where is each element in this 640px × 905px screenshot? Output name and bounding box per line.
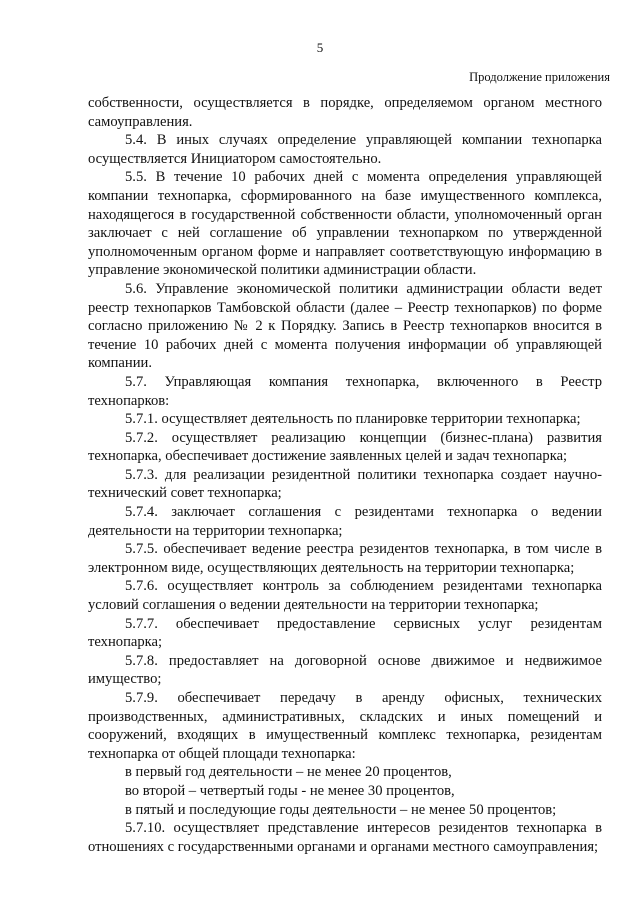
paragraph-5-7-3: 5.7.3. для реализации резидентной политики технопарка создает научно-технический совет технопарка; — [88, 466, 602, 502]
header-note: Продолжение приложения — [469, 70, 610, 84]
paragraph-continuation: собственности, осуществляется в порядке, определяемом органом местного самоуправления. — [88, 95, 602, 130]
paragraph-5-7-5: 5.7.5. обеспечивает ведение реестра резидентов технопарка, в том числе в электронном виде, осуществляющих деятельность на территории технопарка; — [88, 541, 602, 576]
paragraph-5-7-8: 5.7.8. предоставляет на договорной основе движимое и недвижимое имущество; — [88, 652, 602, 688]
paragraph-5-7-7: 5.7.7. обеспечивает предоставление сервисных услуг резидентам технопарка; — [88, 615, 602, 651]
paragraph-5-4: 5.4. В иных случаях определение управляющей компании технопарка осуществляется Инициатором самостоятельно. — [88, 132, 602, 167]
paragraph-5-7-1: 5.7.1. осуществляет деятельность по планировке территории технопарка; — [125, 411, 581, 428]
document-body — [88, 94, 602, 856]
paragraph-5-7: 5.7. Управляющая компания технопарка, включенного в Реестр технопарков: — [88, 373, 602, 409]
list-item: в пятый и последующие годы деятельности – не менее 50 процентов; — [125, 801, 557, 818]
page-number: 5 — [316, 40, 324, 55]
paragraph-5-5: 5.5. В течение 10 рабочих дней с момента определения управляющей компании технопарка, сформированного на базе имущественного комплекса, находящегося в государственной собственности области, уполномоченный орган заключает с ней соглашение об управлении технопарком по утвержденной уполномоченным органом форме и направляет соответствующую информацию в управление экономической политики администрации области. — [88, 169, 602, 279]
list-item: во второй – четвертый годы - не менее 30 процентов, — [125, 782, 455, 799]
paragraph-5-6: 5.6. Управление экономической политики администрации области ведет реестр технопарков Тамбовской области (далее – Реестр технопарков) по форме согласно приложению № 2 к Порядку. Запись в Реестр технопарков вносится в течение 10 рабочих дней с момента получения информации об управляющей компании. — [88, 280, 602, 372]
percentage-list — [88, 763, 602, 819]
paragraph-5-7-2: 5.7.2. осуществляет реализацию концепции (бизнес-плана) развития технопарка, обеспечивает достижение заявленных целей и задач технопарка; — [88, 429, 602, 465]
paragraph-5-7-4: 5.7.4. заключает соглашения с резидентами технопарка о ведении деятельности на территории технопарка; — [88, 504, 602, 539]
paragraph-5-7-6: 5.7.6. осуществляет контроль за соблюдением резидентами технопарка условий соглашения о ведении деятельности на территории технопарка; — [88, 578, 602, 614]
paragraph-5-7-10: 5.7.10. осуществляет представление интересов резидентов технопарка в отношениях с государственными органами и органами местного самоуправления; — [88, 820, 602, 855]
list-item: в первый год деятельности – не менее 20 процентов, — [125, 764, 452, 781]
paragraph-5-7-9: 5.7.9. обеспечивает передачу в аренду офисных, технических производственных, административных, складских и иных помещений и сооружений, входящих в имущественный комплекс технопарка, резидентам технопарка от общей площади технопарка: — [88, 690, 602, 762]
